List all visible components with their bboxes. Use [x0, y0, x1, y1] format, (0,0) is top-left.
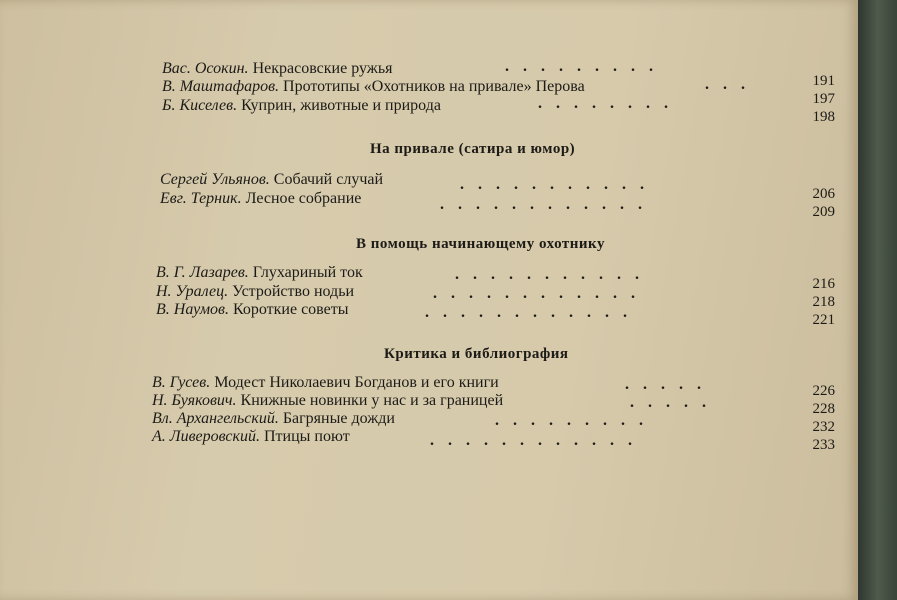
entry-author: Н. Уралец. [156, 283, 229, 300]
dot-leader: ......... [505, 58, 667, 75]
entry-title: Собачий случай [273, 171, 384, 188]
dot-leader: ............ [425, 304, 641, 321]
toc-entry [162, 97, 441, 115]
toc-entry [152, 428, 350, 446]
toc-entry [156, 301, 348, 319]
entry-author: В. Наумов. [156, 301, 229, 318]
dot-leader: ..... [625, 376, 715, 393]
dot-leader: ... [705, 76, 759, 93]
page-number: 198 [812, 109, 835, 125]
dot-leader: ........ [538, 95, 682, 112]
entry-title: Устройство нодьи [232, 283, 355, 300]
page-number: 228 [812, 401, 835, 417]
toc-entry [156, 264, 363, 282]
entry-title: Глухариный ток [252, 264, 363, 281]
dot-leader: ......... [495, 412, 657, 429]
entry-author: А. Ливеровский. [152, 428, 260, 445]
toc-entry [160, 190, 361, 208]
dot-leader: ..... [630, 394, 720, 411]
entry-title: Лесное собрание [245, 190, 362, 207]
page-number: 226 [812, 383, 835, 399]
page-number: 218 [812, 294, 835, 310]
page-number: 191 [812, 73, 835, 89]
entry-author: Вас. Осокин. [162, 60, 249, 77]
entry-title: Прототипы «Охотников на привале» Перова [283, 78, 585, 95]
page-number: 221 [812, 312, 835, 328]
page-number: 206 [812, 186, 835, 202]
entry-author: В. Г. Лазарев. [156, 264, 249, 281]
entry-author: В. Маштафаров. [162, 78, 280, 95]
dot-leader: ............ [440, 196, 656, 213]
page-number: 233 [812, 437, 835, 453]
page-number: 197 [812, 91, 835, 107]
entry-title: Птицы поют [263, 428, 350, 445]
entry-title: Короткие советы [232, 301, 349, 318]
page-number: 209 [812, 204, 835, 220]
toc-entry [162, 60, 392, 78]
entry-title: Багряные дожди [282, 410, 395, 427]
entry-author: Сергей Ульянов. [160, 171, 270, 188]
entry-author: Вл. Архангельский. [152, 410, 279, 427]
entry-author: Б. Киселев. [162, 97, 238, 114]
toc-entry [156, 283, 354, 301]
entry-author: Н. Буякович. [152, 392, 237, 409]
toc-entry [152, 410, 395, 428]
dot-leader: ........... [460, 176, 658, 193]
section-heading: На привале (сатира и юмор) [370, 141, 576, 157]
section-heading: В помощь начинающему охотнику [356, 236, 605, 252]
toc-entry [152, 374, 499, 392]
entry-title: Книжные новинки у нас и за границей [240, 392, 504, 409]
entry-author: В. Гусев. [152, 374, 211, 391]
dot-leader: ............ [430, 432, 646, 449]
entry-title: Модест Николаевич Богданов и его книги [214, 374, 499, 391]
entry-title: Куприн, животные и природа [241, 97, 441, 114]
toc-entry [152, 392, 503, 410]
dot-leader: ............ [433, 285, 649, 302]
entry-title: Некрасовские ружья [252, 60, 393, 77]
toc-entry [162, 78, 585, 96]
page-number: 232 [812, 419, 835, 435]
toc-entry [160, 171, 383, 189]
page-number: 216 [812, 276, 835, 292]
section-heading: Критика и библиография [384, 346, 569, 362]
entry-author: Евг. Терник. [160, 190, 242, 207]
book-cover-edge [858, 0, 897, 600]
dot-leader: ........... [455, 266, 653, 283]
